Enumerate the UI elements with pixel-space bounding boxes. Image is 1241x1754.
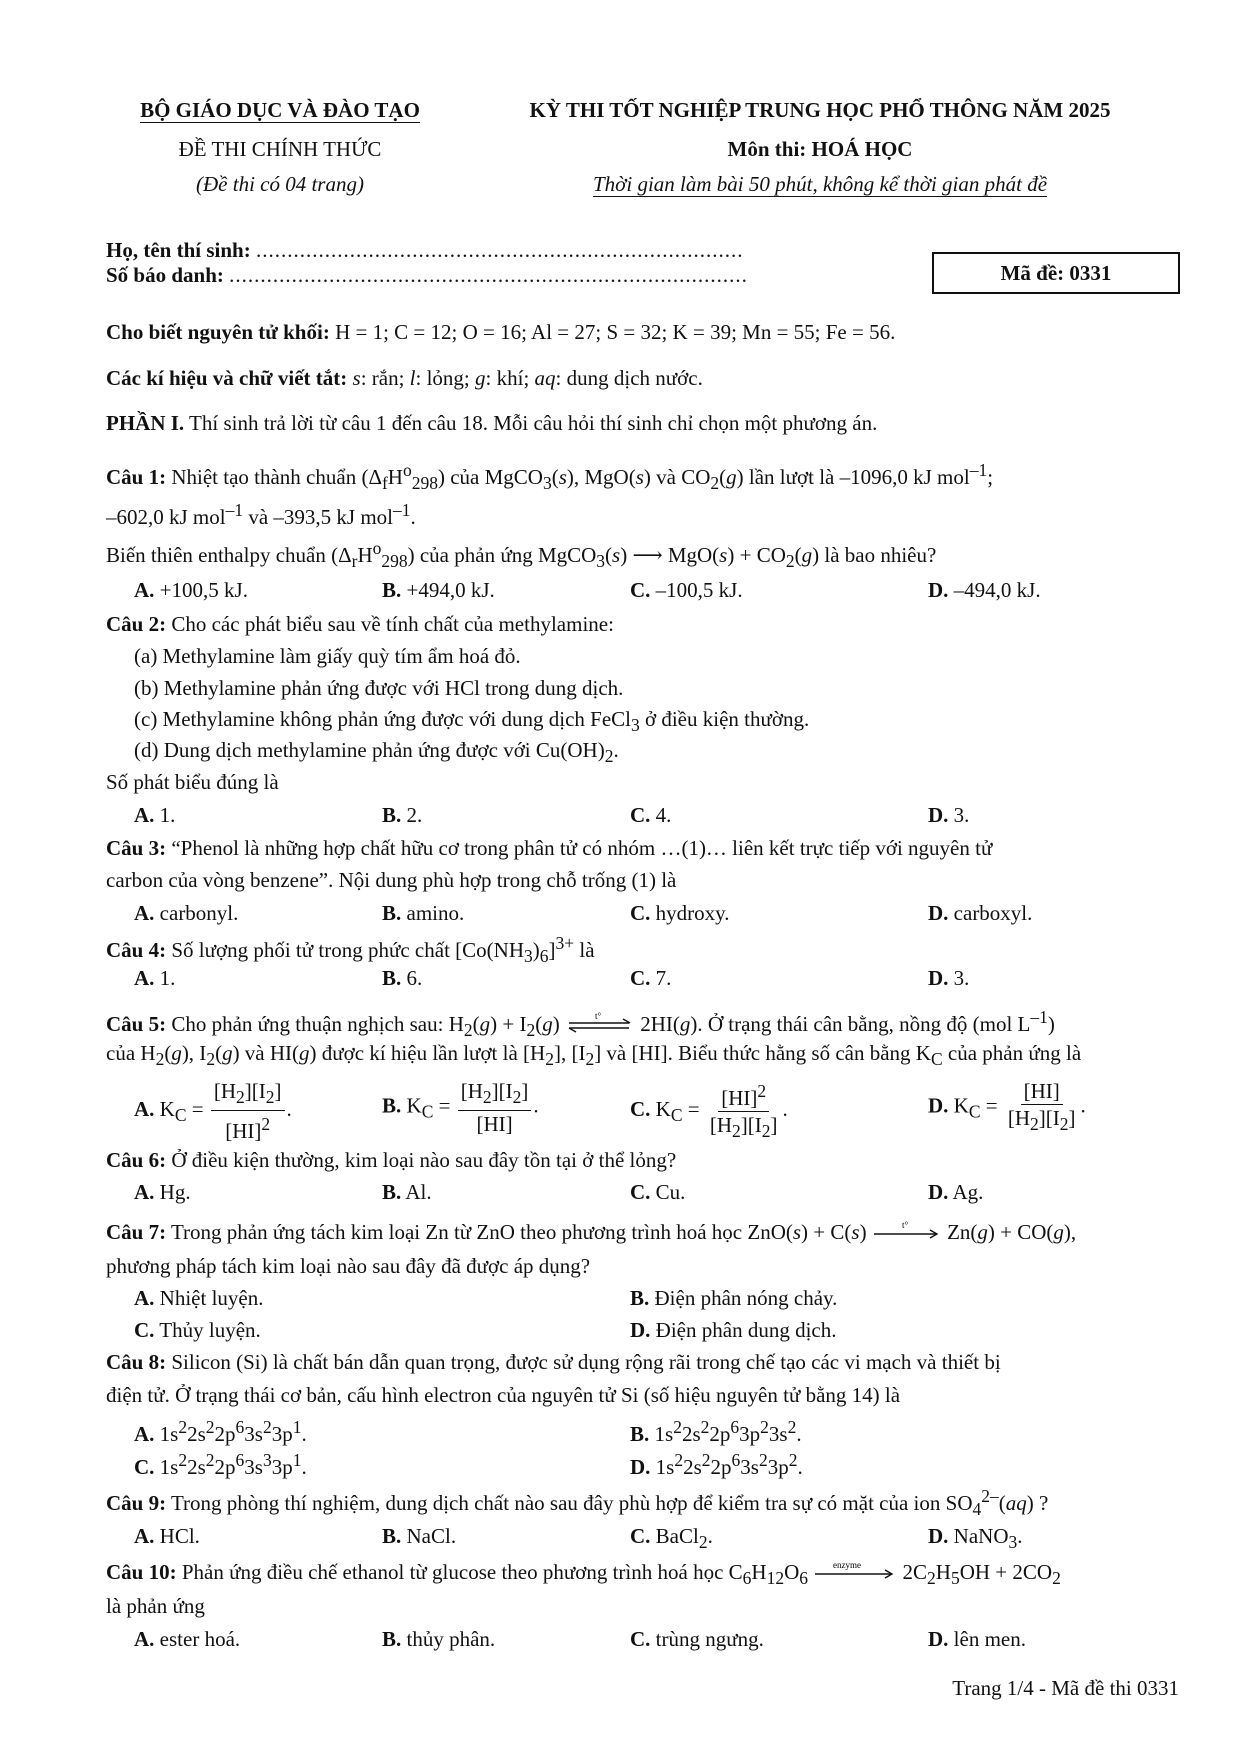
- q5-option-a[interactable]: A. $K_C$ = $\frac{[H_2][I_2]}{[HI]^2}$ .: [134, 1079, 292, 1144]
- question-10-stem: Câu 10: Phản ứng điều chế ethanol từ glucose theo phương trình hoá học $C_6H_{12}O_6$ enzyme $2C_2H_5OH + 2CO_2$: [106, 1560, 1061, 1589]
- question-5-line2: của $H_2(g)$, $I_2(g)$ và HI(g) được kí hiệu lần lượt là $[H_2]$, $[I_2]$ và [HI]. Biểu thức hằng số cân bằng $K_C$ của phản ứng là: [106, 1041, 1082, 1070]
- q3-option-c[interactable]: C. hydroxy.: [630, 901, 730, 925]
- q3-option-d[interactable]: D. carboxyl.: [928, 901, 1033, 925]
- q10-option-b[interactable]: B. thủy phân.: [382, 1627, 496, 1651]
- symbols-line: Các kí hiệu và chữ viết tắt: s: rắn; l: lỏng; g: khí; aq: dung dịch nước.: [106, 366, 703, 390]
- atomic-mass-line: Cho biết nguyên tử khối: H = 1; C = 12; O = 16; Al = 27; S = 32; K = 39; Mn = 55; Fe = 56.: [106, 320, 896, 344]
- question-1-line1: Câu 1: Nhiệt tạo thành chuẩn $(\Delta_fH^o_{298})$ của MgCO$_3$(s), MgO(s) và $CO_2(g)$ lần lượt là –1096,0 kJ mol$^{-1}$;: [106, 460, 994, 494]
- q5-option-b[interactable]: B. $K_C$ = $\frac{[H_2][I_2]}{[HI]}$ .: [382, 1079, 539, 1137]
- q8-option-c[interactable]: C. $1s^22s^22p^63s^33p^1$.: [134, 1450, 307, 1479]
- q2-tail: Số phát biểu đúng là: [106, 770, 279, 794]
- candidate-name-field[interactable]: ..............................................................................: [255, 238, 744, 262]
- q10-option-c[interactable]: C. trùng ngưng.: [630, 1627, 764, 1651]
- q7-option-d[interactable]: D. Điện phân dung dịch.: [630, 1318, 837, 1342]
- page-footer: Trang 1/4 - Mã đề thi 0331: [952, 1676, 1179, 1700]
- q6-option-c[interactable]: C. Cu.: [630, 1180, 686, 1204]
- exam-subject: Môn thi: HOÁ HỌC: [727, 137, 913, 161]
- exam-title: KỲ THI TỐT NGHIỆP TRUNG HỌC PHỔ THÔNG NĂM 2025: [529, 98, 1111, 122]
- q7-option-b[interactable]: B. Điện phân nóng chảy.: [630, 1286, 838, 1310]
- question-5-line1: Câu 5: Cho phản ứng thuận nghịch sau: $H_2(g) + I_2(g)$ t° 2HI(g). Ở trạng thái cân bằng, nồng độ (mol $L^{-1}$): [106, 1007, 1055, 1041]
- q3-option-b[interactable]: B. amino.: [382, 901, 465, 925]
- question-8-line2: điện tử. Ở trạng thái cơ bản, cấu hình electron của nguyên tử Si (số hiệu nguyên tử bằng 14) là: [106, 1383, 901, 1407]
- q1-option-a[interactable]: A. +100,5 kJ.: [134, 578, 248, 602]
- q9-option-b[interactable]: B. NaCl.: [382, 1524, 457, 1548]
- q10-option-a[interactable]: A. ester hoá.: [134, 1627, 241, 1651]
- q3-option-a[interactable]: A. carbonyl.: [134, 901, 239, 925]
- q9-option-c[interactable]: C. BaCl$_2$.: [630, 1524, 713, 1553]
- page-count-note: (Đề thi có 04 trang): [196, 172, 364, 196]
- q5-option-c[interactable]: C. $K_C$ = $\frac{[HI]^2}{[H_2][I_2]}$ .: [630, 1078, 788, 1144]
- candidate-name-label: Họ, tên thí sinh:: [106, 238, 251, 262]
- question-7-line2: phương pháp tách kim loại nào sau đây đã được áp dụng?: [106, 1254, 591, 1278]
- q1-option-d[interactable]: D. –494,0 kJ.: [928, 578, 1041, 602]
- question-4-stem: Câu 4: Số lượng phối tử trong phức chất $[Co(NH_3)_6]^{3+}$ là: [106, 933, 595, 967]
- q8-option-b[interactable]: B. $1s^22s^22p^63p^23s^2$.: [630, 1417, 802, 1446]
- question-2-stem: Câu 2: Cho các phát biểu sau về tính chất của methylamine:: [106, 612, 614, 636]
- q7-option-c[interactable]: C. Thủy luyện.: [134, 1318, 261, 1342]
- official-label: ĐỀ THI CHÍNH THỨC: [178, 137, 382, 161]
- part-one-instructions: PHẦN I. Thí sinh trả lời từ câu 1 đến câu 18. Mỗi câu hỏi thí sinh chỉ chọn một phương án.: [106, 411, 878, 435]
- q4-option-d[interactable]: D. 3.: [928, 966, 970, 990]
- question-6-stem: Câu 6: Ở điều kiện thường, kim loại nào sau đây tồn tại ở thể lỏng?: [106, 1148, 677, 1172]
- equilibrium-arrow-icon: [565, 1012, 635, 1040]
- heat-arrow-icon: [872, 1220, 942, 1248]
- enzyme-arrow-icon: [813, 1560, 897, 1588]
- q8-option-a[interactable]: A. $1s^22s^22p^63s^23p^1$.: [134, 1417, 307, 1446]
- q6-option-a[interactable]: A. Hg.: [134, 1180, 191, 1204]
- q2-statement-a: (a) Methylamine làm giấy quỳ tím ẩm hoá đỏ.: [134, 644, 521, 668]
- q2-option-b[interactable]: B. 2.: [382, 803, 423, 827]
- q2-option-a[interactable]: A. 1.: [134, 803, 176, 827]
- q2-option-d[interactable]: D. 3.: [928, 803, 970, 827]
- q6-option-b[interactable]: B. Al.: [382, 1180, 432, 1204]
- question-8-line1: Câu 8: Silicon (Si) là chất bán dẫn quan trọng, được sử dụng rộng rãi trong chế tạo các vi mạch và thiết bị: [106, 1350, 1001, 1374]
- exam-time: Thời gian làm bài 50 phút, không kể thời gian phát đề: [592, 172, 1048, 196]
- q5-option-d[interactable]: D. $K_C$ = $\frac{[HI]}{[H_2][I_2]}$ .: [928, 1079, 1086, 1135]
- q8-option-d[interactable]: D. $1s^22s^22p^63s^23p^2$.: [630, 1450, 803, 1479]
- question-7-line1: Câu 7: Trong phản ứng tách kim loại Zn từ ZnO theo phương trình hoá học ZnO(s) + C(s) t° Zn(g) + CO(g),: [106, 1220, 1076, 1248]
- question-9-stem: Câu 9: Trong phòng thí nghiệm, dung dịch chất nào sau đây phù hợp để kiểm tra sự có mặt của ion $SO_4^{2-}(aq)$ ?: [106, 1486, 1049, 1520]
- question-3-line1: Câu 3: “Phenol là những hợp chất hữu cơ trong phân tử có nhóm …(1)… liên kết trực tiếp với nguyên tử: [106, 836, 993, 860]
- q4-option-c[interactable]: C. 7.: [630, 966, 672, 990]
- q9-option-d[interactable]: D. NaNO$_3$.: [928, 1524, 1023, 1553]
- exam-code-box: Mã đề: 0331: [932, 252, 1180, 294]
- q2-statement-d: (d) Dung dịch methylamine phản ứng được với $Cu(OH)_2$.: [134, 738, 619, 767]
- q10-option-d[interactable]: D. lên men.: [928, 1627, 1026, 1651]
- q9-option-a[interactable]: A. HCl.: [134, 1524, 200, 1548]
- q1-option-c[interactable]: C. –100,5 kJ.: [630, 578, 743, 602]
- ministry-title: BỘ GIÁO DỤC VÀ ĐÀO TẠO: [140, 98, 420, 122]
- q2-option-c[interactable]: C. 4.: [630, 803, 672, 827]
- q4-option-b[interactable]: B. 6.: [382, 966, 423, 990]
- question-3-line2: carbon của vòng benzene”. Nội dung phù hợp trong chỗ trống (1) là: [106, 868, 677, 892]
- svg-text:t°: t°: [901, 1220, 908, 1231]
- question-1-line3: Biến thiên enthalpy chuẩn $(\Delta_rH^o_{298})$ của phản ứng MgCO$_3$(s) ⟶ $MgO(s) + CO_2(g)$ là bao nhiêu?: [106, 538, 937, 572]
- svg-text:t°: t°: [594, 1012, 602, 1022]
- svg-text:enzyme: enzyme: [833, 1560, 862, 1571]
- q7-option-a[interactable]: A. Nhiệt luyện.: [134, 1286, 264, 1310]
- q4-option-a[interactable]: A. 1.: [134, 966, 176, 990]
- candidate-id-field[interactable]: ...................................................................................: [229, 263, 748, 287]
- q2-statement-c: (c) Methylamine không phản ứng được với dung dịch FeCl$_3$ ở điều kiện thường.: [134, 707, 810, 736]
- candidate-id-row: [106, 263, 748, 288]
- candidate-name-row: [106, 238, 743, 263]
- question-10-line2: là phản ứng: [106, 1594, 205, 1618]
- q6-option-d[interactable]: D. Ag.: [928, 1180, 984, 1204]
- question-1-line2: –602,0 kJ mol$^{-1}$ và –393,5 kJ mol$^{-1}$.: [106, 500, 416, 529]
- candidate-id-label: Số báo danh:: [106, 263, 224, 287]
- q2-statement-b: (b) Methylamine phản ứng được với HCl trong dung dịch.: [134, 676, 624, 700]
- q1-option-b[interactable]: B. +494,0 kJ.: [382, 578, 495, 602]
